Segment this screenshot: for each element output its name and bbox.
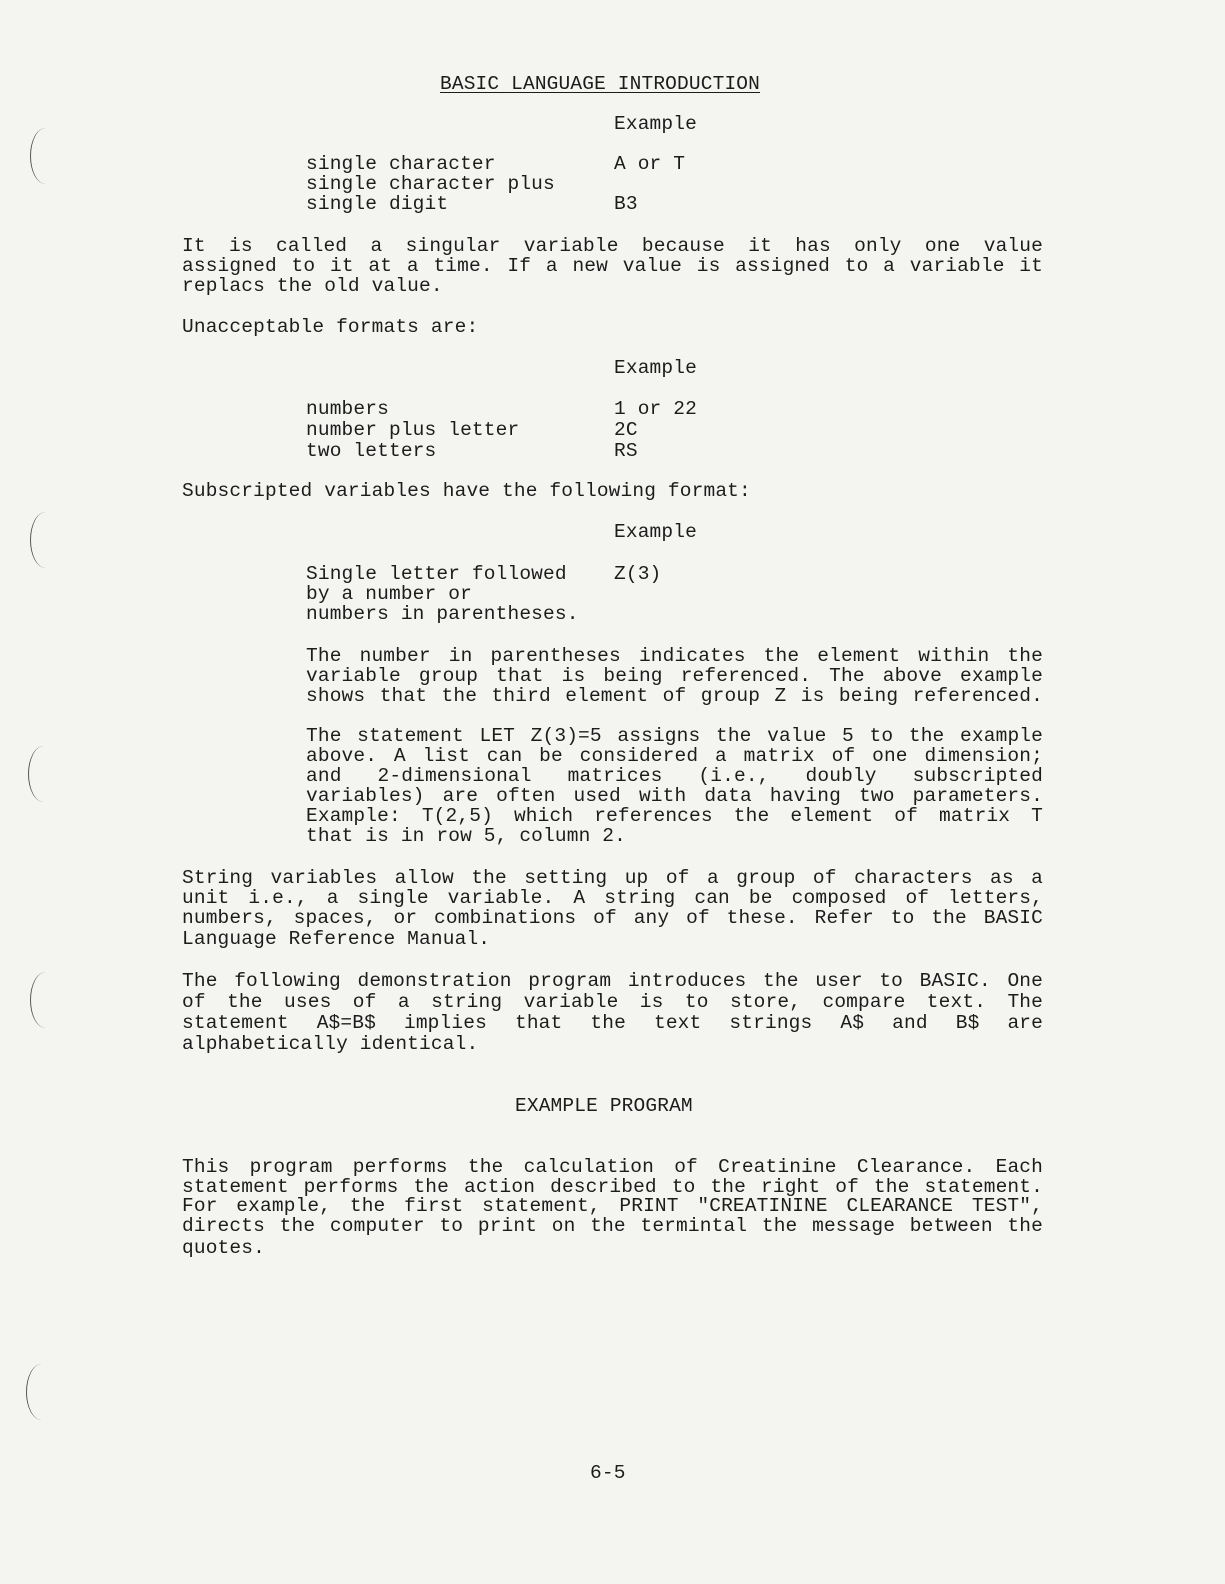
- paragraph-line: shows that the third element of group Z is being referenced.: [306, 685, 1043, 707]
- paragraph-line: For example, the first statement, PRINT "CREATININE CLEARANCE TEST",: [182, 1195, 1043, 1217]
- binder-hole-mark: [28, 746, 59, 802]
- paragraph-line: numbers, spaces, or combinations of any of these. Refer to the BASIC: [182, 907, 1043, 929]
- section-intro: Subscripted variables have the following format:: [182, 480, 751, 502]
- paragraph-line: directs the computer to print on the termintal the message between the: [182, 1215, 1043, 1237]
- section-heading: EXAMPLE PROGRAM: [515, 1095, 693, 1117]
- format-label: two letters: [306, 440, 437, 462]
- format-example: RS: [614, 440, 638, 462]
- binder-hole-mark: [26, 1364, 57, 1420]
- format-example: Z(3): [614, 563, 662, 585]
- paragraph-line: and 2-dimensional matrices (i.e., doubly subscripted: [306, 765, 1043, 787]
- paragraph-line: alphabetically identical.: [182, 1033, 479, 1055]
- format-label: single digit: [306, 193, 449, 215]
- paragraph-line: statement A$=B$ implies that the text strings A$ and B$ are: [182, 1012, 1043, 1034]
- binder-hole-mark: [30, 972, 61, 1028]
- paragraph-line: This program performs the calculation of Creatinine Clearance. Each: [182, 1156, 1043, 1178]
- paragraph-line: The number in parentheses indicates the element within the: [306, 645, 1043, 667]
- binder-hole-mark: [30, 128, 61, 184]
- paragraph-line: Language Reference Manual.: [182, 928, 491, 950]
- paragraph-line: statement performs the action described to the right of the statement.: [182, 1176, 1043, 1198]
- paragraph-line: replacs the old value.: [182, 275, 443, 297]
- paragraph-line: unit i.e., a single variable. A string can be composed of letters,: [182, 887, 1043, 909]
- paragraph-line: The statement LET Z(3)=5 assigns the value 5 to the example: [306, 725, 1043, 747]
- paragraph-line: The following demonstration program introduces the user to BASIC. One: [182, 970, 1043, 992]
- format-label: numbers in parentheses.: [306, 603, 579, 625]
- paragraph-line: assigned to it at a time. If a new value is assigned to a variable it: [182, 255, 1043, 277]
- paragraph-line: quotes.: [182, 1237, 265, 1259]
- format-example: 2C: [614, 419, 638, 441]
- section-intro: Unacceptable formats are:: [182, 316, 479, 338]
- format-label: Single letter followed: [306, 563, 567, 585]
- paragraph-line: It is called a singular variable because it has only one value: [182, 235, 1043, 257]
- binder-hole-mark: [30, 512, 61, 568]
- paragraph-line: above. A list can be considered a matrix of one dimension;: [306, 745, 1043, 767]
- format-example: 1 or 22: [614, 398, 697, 420]
- paragraph-line: variable group that is being referenced. The above example: [306, 665, 1043, 687]
- paragraph-line: of the uses of a string variable is to store, compare text. The: [182, 991, 1043, 1013]
- paragraph-line: variables) are often used with data having two parameters.: [306, 785, 1043, 807]
- paragraph-line: String variables allow the setting up of a group of characters as a: [182, 867, 1043, 889]
- format-label: single character: [306, 153, 496, 175]
- paragraph-line: that is in row 5, column 2.: [306, 825, 627, 847]
- format-label: by a number or: [306, 583, 472, 605]
- example-heading: Example: [614, 521, 697, 543]
- example-heading: Example: [614, 357, 697, 379]
- format-label: numbers: [306, 398, 389, 420]
- format-example: B3: [614, 193, 638, 215]
- page-title: BASIC LANGUAGE INTRODUCTION: [440, 73, 761, 95]
- page-number: 6-5: [590, 1462, 626, 1484]
- example-heading: Example: [614, 113, 697, 135]
- format-label: single character plus: [306, 173, 555, 195]
- format-label: number plus letter: [306, 419, 520, 441]
- format-example: A or T: [614, 153, 686, 175]
- paragraph-line: Example: T(2,5) which references the element of matrix T: [306, 805, 1043, 827]
